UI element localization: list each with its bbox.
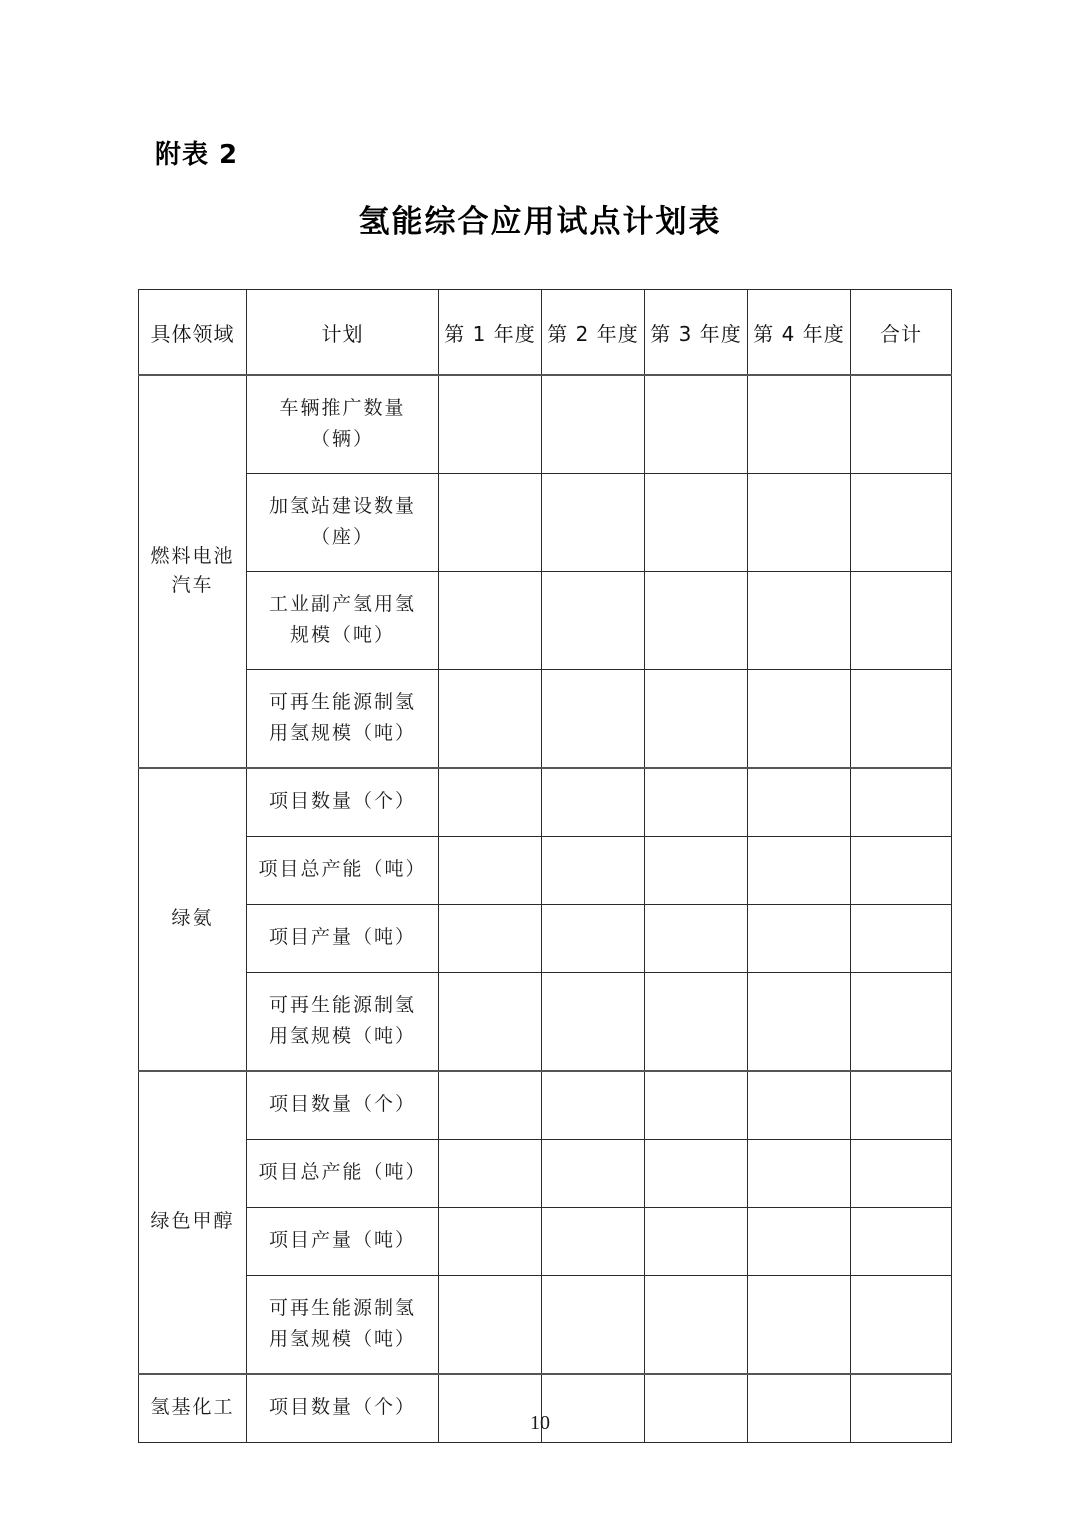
header-year-3: 第 3 年度 xyxy=(645,290,748,376)
table-row xyxy=(139,1140,952,1208)
value-cell-year-2[interactable] xyxy=(542,837,645,905)
table-row xyxy=(139,905,952,973)
plan-line-1: 加氢站建设数量 xyxy=(268,495,416,517)
value-cell-year-4[interactable] xyxy=(748,1208,851,1276)
value-cell-year-3[interactable] xyxy=(645,768,748,837)
value-cell-year-3[interactable] xyxy=(645,474,748,572)
value-cell-year-4[interactable] xyxy=(748,572,851,670)
domain-cell-green-ammonia xyxy=(139,768,247,1071)
value-cell-total[interactable] xyxy=(851,973,952,1072)
value-cell-year-1[interactable] xyxy=(439,905,542,973)
plan-cell xyxy=(247,572,439,670)
plan-line-2: 用氢规模（吨） xyxy=(268,1328,416,1350)
domain-cell-green-methanol xyxy=(139,1071,247,1374)
value-cell-year-2[interactable] xyxy=(542,670,645,769)
value-cell-year-1[interactable] xyxy=(439,572,542,670)
value-cell-year-3[interactable] xyxy=(645,837,748,905)
value-cell-year-1[interactable] xyxy=(439,1208,542,1276)
value-cell-year-2[interactable] xyxy=(542,474,645,572)
plan-line-1: 项目数量（个） xyxy=(268,1094,416,1116)
value-cell-year-1[interactable] xyxy=(439,1140,542,1208)
header-year-1: 第 1 年度 xyxy=(439,290,542,376)
domain-line-2: 汽车 xyxy=(171,574,214,596)
value-cell-total[interactable] xyxy=(851,670,952,769)
value-cell-total[interactable] xyxy=(851,905,952,973)
header-total: 合计 xyxy=(851,290,952,376)
value-cell-year-2[interactable] xyxy=(542,375,645,474)
value-cell-year-2[interactable] xyxy=(542,973,645,1072)
value-cell-year-1[interactable] xyxy=(439,768,542,837)
plan-cell xyxy=(247,1208,439,1276)
value-cell-year-2[interactable] xyxy=(542,905,645,973)
value-cell-year-4[interactable] xyxy=(748,973,851,1072)
value-cell-total[interactable] xyxy=(851,572,952,670)
plan-line-1: 项目总产能（吨） xyxy=(258,1162,427,1184)
value-cell-total[interactable] xyxy=(851,1071,952,1140)
value-cell-year-4[interactable] xyxy=(748,1276,851,1375)
page-title: 氢能综合应用试点计划表 xyxy=(358,204,722,240)
plan-line-1: 工业副产氢用氢 xyxy=(268,593,416,615)
value-cell-total[interactable] xyxy=(851,837,952,905)
table-row xyxy=(139,572,952,670)
value-cell-year-3[interactable] xyxy=(645,1276,748,1375)
page-number: 10 xyxy=(530,1412,550,1434)
plan-line-2: 规模（吨） xyxy=(289,624,395,646)
plan-cell xyxy=(247,1140,439,1208)
domain-line-1: 燃料电池 xyxy=(150,546,235,567)
value-cell-total[interactable] xyxy=(851,768,952,837)
plan-line-1: 项目产量（吨） xyxy=(268,927,416,949)
value-cell-year-3[interactable] xyxy=(645,1208,748,1276)
value-cell-total[interactable] xyxy=(851,1140,952,1208)
plan-line-1: 项目数量（个） xyxy=(268,1397,416,1419)
value-cell-year-4[interactable] xyxy=(748,1140,851,1208)
value-cell-year-2[interactable] xyxy=(542,1208,645,1276)
plan-table-body xyxy=(139,375,952,1443)
header-domain: 具体领域 xyxy=(139,290,247,376)
table-row xyxy=(139,1208,952,1276)
domain-line-1: 绿氨 xyxy=(171,908,214,930)
value-cell-year-1[interactable] xyxy=(439,670,542,769)
plan-line-1: 项目总产能（吨） xyxy=(258,859,427,881)
value-cell-year-1[interactable] xyxy=(439,1071,542,1140)
value-cell-year-4[interactable] xyxy=(748,1071,851,1140)
plan-line-2: 用氢规模（吨） xyxy=(268,1025,416,1047)
plan-line-1: 项目产量（吨） xyxy=(268,1230,416,1252)
table-row xyxy=(139,1276,952,1375)
plan-cell xyxy=(247,837,439,905)
plan-line-1: 可再生能源制氢 xyxy=(268,1297,416,1319)
value-cell-year-2[interactable] xyxy=(542,768,645,837)
plan-line-1: 可再生能源制氢 xyxy=(268,691,416,713)
value-cell-year-3[interactable] xyxy=(645,1071,748,1140)
value-cell-year-2[interactable] xyxy=(542,1140,645,1208)
value-cell-year-3[interactable] xyxy=(645,973,748,1072)
plan-line-1: 车辆推广数量 xyxy=(279,397,406,419)
value-cell-year-4[interactable] xyxy=(748,375,851,474)
table-row xyxy=(139,375,952,474)
value-cell-year-1[interactable] xyxy=(439,1276,542,1375)
table-row xyxy=(139,837,952,905)
table-row xyxy=(139,474,952,572)
attachment-label: 附表 2 xyxy=(155,140,239,170)
value-cell-total[interactable] xyxy=(851,375,952,474)
value-cell-year-3[interactable] xyxy=(645,375,748,474)
value-cell-year-3[interactable] xyxy=(645,905,748,973)
table-row xyxy=(139,768,952,837)
plan-cell xyxy=(247,670,439,769)
plan-table-container xyxy=(138,289,946,1443)
value-cell-total[interactable] xyxy=(851,1208,952,1276)
domain-line-1: 绿色甲醇 xyxy=(150,1211,235,1233)
value-cell-year-4[interactable] xyxy=(748,768,851,837)
value-cell-year-1[interactable] xyxy=(439,375,542,474)
table-row xyxy=(139,973,952,1072)
plan-line-1: 项目数量（个） xyxy=(268,791,416,813)
header-year-2: 第 2 年度 xyxy=(542,290,645,376)
plan-table xyxy=(138,289,952,1443)
plan-cell xyxy=(247,474,439,572)
value-cell-year-2[interactable] xyxy=(542,572,645,670)
table-header-row xyxy=(139,290,952,376)
value-cell-year-3[interactable] xyxy=(645,1140,748,1208)
plan-cell xyxy=(247,1071,439,1140)
value-cell-year-2[interactable] xyxy=(542,1276,645,1375)
header-plan: 计划 xyxy=(247,290,439,376)
plan-cell xyxy=(247,905,439,973)
value-cell-year-2[interactable] xyxy=(542,1071,645,1140)
value-cell-year-1[interactable] xyxy=(439,837,542,905)
value-cell-year-4[interactable] xyxy=(748,905,851,973)
value-cell-total[interactable] xyxy=(851,1276,952,1375)
plan-cell xyxy=(247,1276,439,1375)
plan-cell xyxy=(247,768,439,837)
table-row xyxy=(139,670,952,769)
plan-line-2: （座） xyxy=(310,526,374,548)
table-row xyxy=(139,1071,952,1140)
value-cell-year-4[interactable] xyxy=(748,474,851,572)
header-year-4: 第 4 年度 xyxy=(748,290,851,376)
plan-line-2: （辆） xyxy=(310,428,374,450)
value-cell-year-1[interactable] xyxy=(439,973,542,1072)
plan-cell xyxy=(247,973,439,1072)
plan-cell xyxy=(247,375,439,474)
value-cell-year-1[interactable] xyxy=(439,474,542,572)
value-cell-year-4[interactable] xyxy=(748,837,851,905)
plan-line-1: 可再生能源制氢 xyxy=(268,994,416,1016)
plan-line-2: 用氢规模（吨） xyxy=(268,722,416,744)
value-cell-year-3[interactable] xyxy=(645,670,748,769)
value-cell-year-3[interactable] xyxy=(645,572,748,670)
domain-cell-fuel-cell-vehicle xyxy=(139,375,247,768)
domain-line-1: 氢基化工 xyxy=(150,1397,235,1419)
value-cell-total[interactable] xyxy=(851,474,952,572)
value-cell-year-4[interactable] xyxy=(748,670,851,769)
